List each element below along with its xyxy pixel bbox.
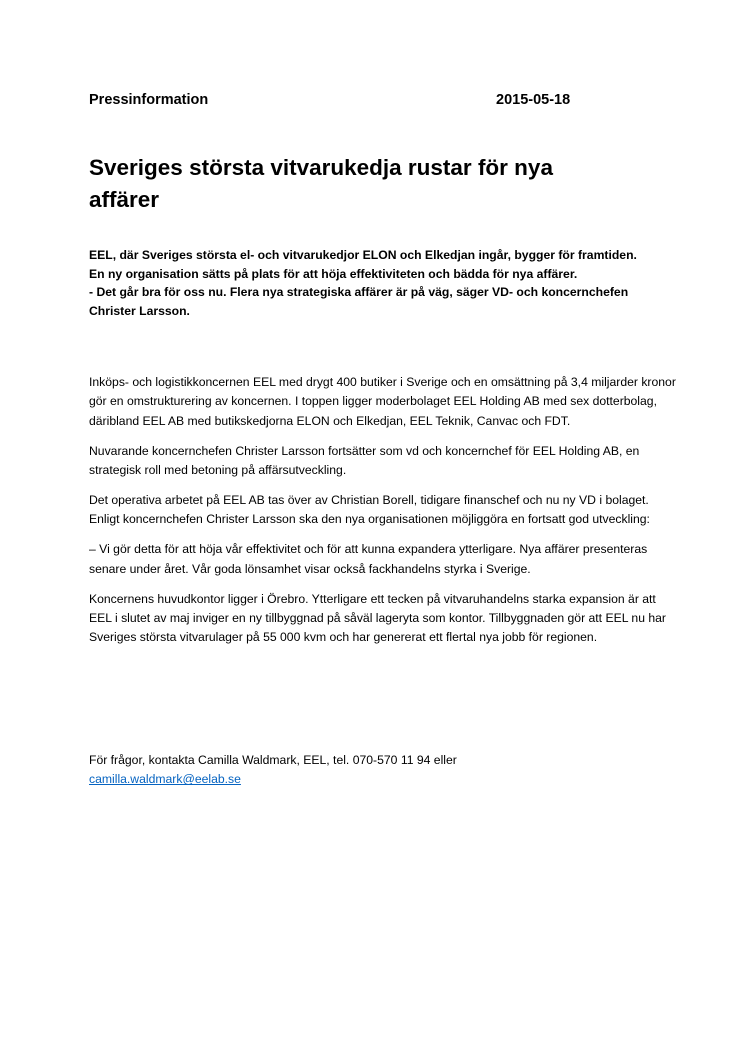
body-paragraph: – Vi gör detta för att höja vår effektivitet och för att kunna expandera ytterligare. Nya affärer presenteras senare under året. Vår goda lönsamhet visar också fackhandelns styrka i Sverige. — [89, 542, 648, 576]
body-text — [89, 373, 679, 658]
document-type-label: Pressinformation — [89, 92, 209, 108]
lead-quote: - Det går bra för oss nu. Flera nya strategiska affärer är på väg, säger VD- och koncernchefen Christer Larsson. — [89, 285, 629, 318]
contact-info — [89, 751, 649, 790]
body-paragraph: Nuvarande koncernchefen Christer Larsson fortsätter som vd och koncernchef för EEL Holding AB, en strategisk roll med betoning på affärsutveckling. — [89, 443, 640, 478]
lead-paragraph: En ny organisation sätts på plats för att höja effektiviteten och bädda för nya affärer. — [89, 266, 578, 281]
body-paragraph: Inköps- och logistikkoncernen EEL med drygt 400 butiker i Sverige och en omsättning på 3,4 miljarder kronor gör en omstrukturering av koncernen. I toppen ligger moderbolaget EEL Holding AB med sex dotterbolag, däribland EEL AB med butikskedjorna ELON och Elkedjan, EEL Teknik, Canvac och FDT. — [89, 375, 676, 428]
lead-section — [89, 246, 649, 320]
email-link[interactable]: camilla.waldmark@eelab.se — [89, 772, 241, 787]
document-date: 2015-05-18 — [496, 92, 571, 108]
body-paragraph: Koncernens huvudkontor ligger i Örebro. Ytterligare ett tecken på vitvaruhandelns starka expansion är att EEL i slutet av maj inviger en ny tillbyggnad på såväl lageryta som kontor. Tillbyggnaden gör att EEL nu har Sveriges största vitvarulager på 55 000 kvm och har genererat ett flertal nya jobb för regionen. — [89, 591, 666, 645]
body-paragraph: Det operativa arbetet på EEL AB tas över av Christian Borell, tidigare finanschef och nu ny VD i bolaget. Enligt koncernchefen Christer Larsson ska den nya organisationen möjliggöra en fortsatt god utveckling: — [89, 493, 650, 527]
lead-paragraph: EEL, där Sveriges största el- och vitvarukedjor ELON och Elkedjan ingår, bygger för framtiden. — [89, 248, 637, 262]
contact-text: För frågor, kontakta Camilla Waldmark, EEL, tel. 070-570 11 94 eller — [89, 753, 457, 767]
headline: Sveriges största vitvarukedja rustar för nya affärer — [89, 155, 553, 212]
